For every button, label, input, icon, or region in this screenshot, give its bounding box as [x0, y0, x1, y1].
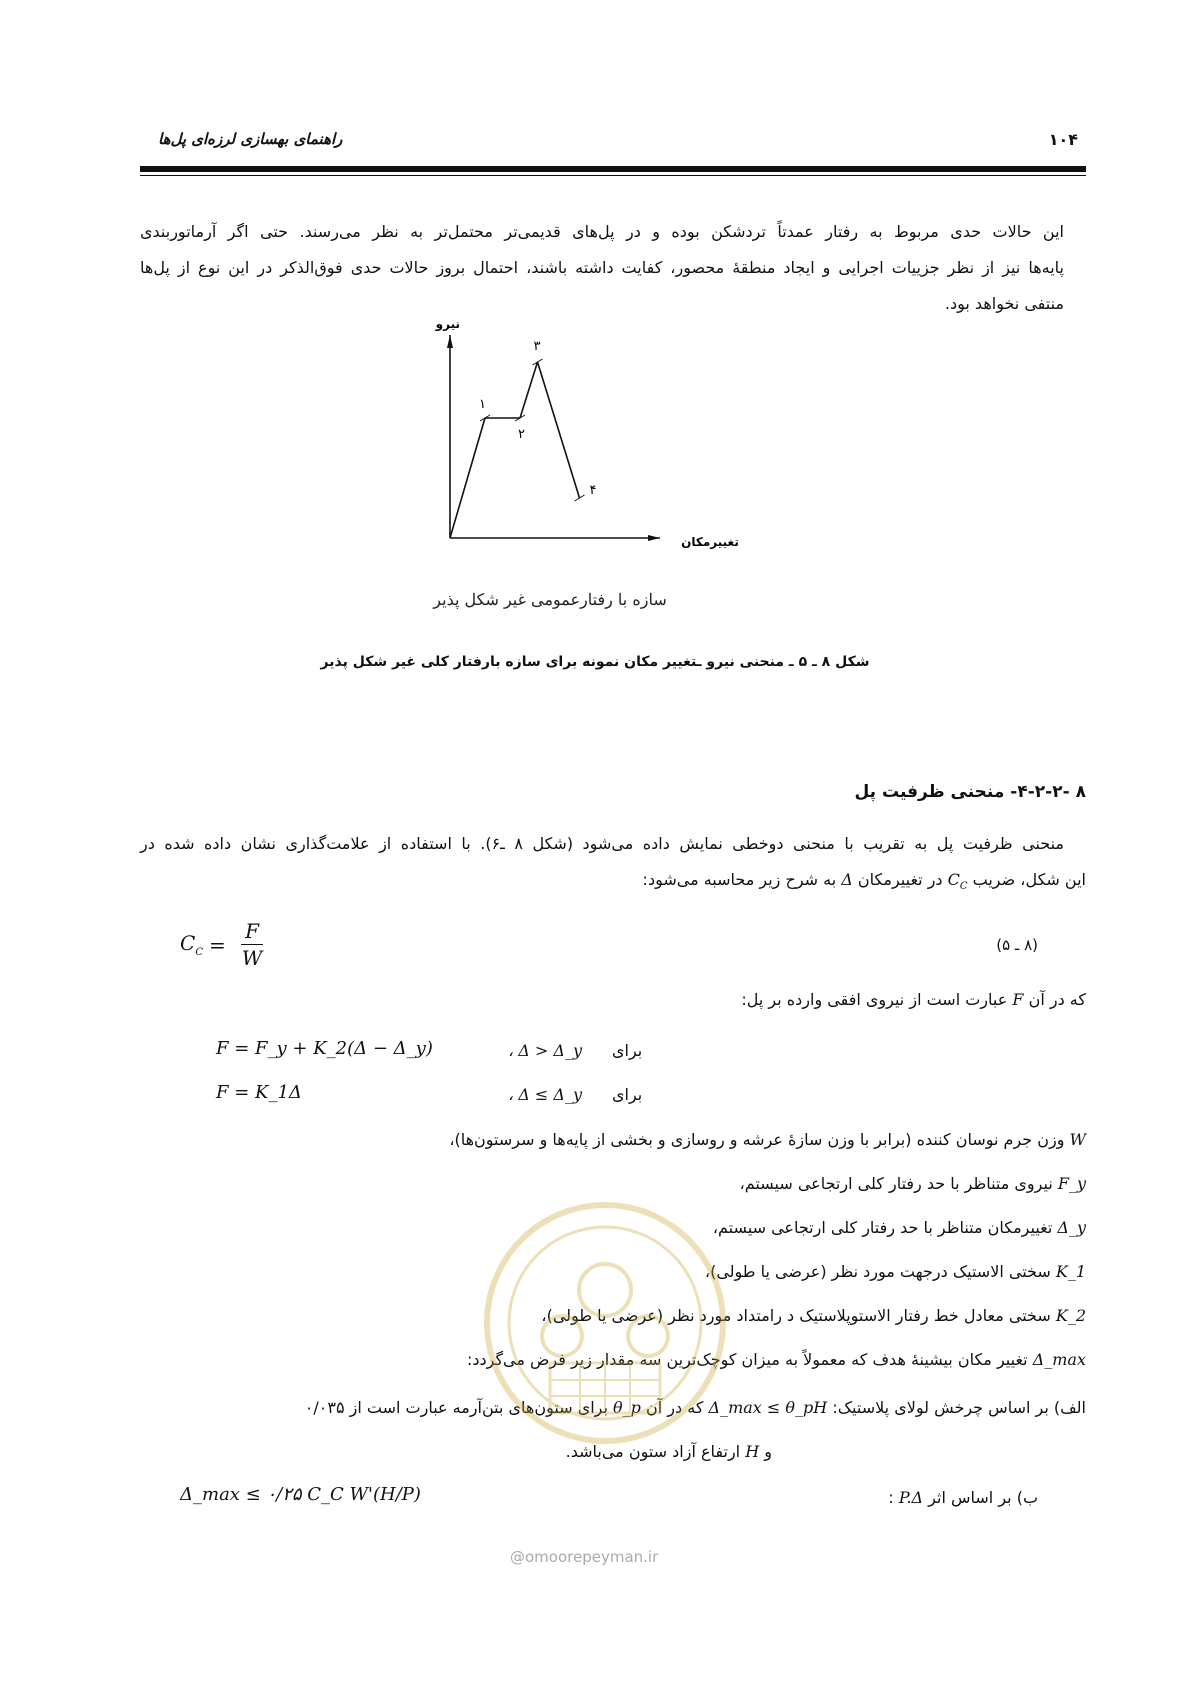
figure-note: سازه با رفتارعمومی غیر شکل پذیر [433, 590, 667, 609]
item-a2-var: H [745, 1442, 760, 1461]
point-label: ۱ [479, 397, 486, 412]
definition-delta-y [713, 1218, 1086, 1237]
definition-symbol: F_y [1057, 1174, 1086, 1193]
f-definition [741, 990, 1086, 1009]
case-2-equation: F = K_1Δ [216, 1082, 302, 1103]
case-2-word: برای [612, 1085, 643, 1104]
point-label: ۳ [533, 339, 541, 354]
definition-text: سختی معادل خط رفتار الاستوپلاستیک د رامتداد مورد نظر (عرضی یا طولی)، [541, 1306, 1051, 1325]
equation-fraction [238, 918, 267, 971]
equation-cc [180, 918, 266, 971]
item-a-theta: θ_p [613, 1398, 641, 1417]
watermark-url: @omoorepeyman.ir [510, 1548, 659, 1566]
curve-segment [450, 418, 485, 538]
cc-symbol [947, 870, 968, 893]
watermark-seal-icon [480, 1198, 730, 1448]
case-2-condition: ، Δ ≤ Δ_y [508, 1085, 582, 1104]
equation-equals: = [208, 932, 226, 957]
item-b [888, 1488, 1038, 1507]
point-label: ۲ [518, 427, 525, 442]
cc-letter: C [947, 870, 960, 889]
item-a-post: برای ستون‌های بتن‌آرمه عبارت است از [349, 1398, 608, 1417]
definition-text: تغییر مکان بیشینهٔ هدف که معمولاً به میزان کوچک‌ترین سه مقدار زیر فرض می‌گردد: [466, 1350, 1028, 1369]
chart-svg [420, 317, 780, 570]
definition-symbol: W [1069, 1130, 1086, 1149]
capacity-line-2 [140, 862, 1086, 905]
capacity-paragraph [140, 826, 1086, 905]
f-def-pre: که در آن [1028, 990, 1086, 1009]
case-1-equation: F = F_y + K_2(Δ − Δ_y) [216, 1038, 433, 1059]
x-axis-arrow-icon [648, 535, 660, 541]
item-a-formula: Δ_max ≤ θ_pH [708, 1398, 828, 1417]
f-def-post: عبارت است از نیروی افقی وارده بر پل: [741, 990, 1008, 1009]
eq-lhs-letter: C [180, 931, 196, 955]
item-a-value: ۰/۰۳۵ [304, 1398, 345, 1417]
x-axis-label: تغییرمکان [681, 535, 739, 549]
intro-line-3: منتفی نخواهد بود. [944, 294, 1064, 313]
header-rule-thin [140, 175, 1086, 176]
definition-text: سختی الاستیک درجهت مورد نظر (عرضی یا طولی)، [704, 1262, 1051, 1281]
y-axis-label: نیرو [435, 317, 460, 331]
definition-fy [740, 1174, 1086, 1193]
item-b-formula: Δ_max ≤ ۰/۲۵ C_C W'(H/P) [180, 1484, 421, 1505]
header-rule-thick [140, 166, 1086, 172]
fraction-numerator: F [241, 918, 263, 945]
point-label: ۴ [589, 483, 597, 498]
capacity-line-2-pre: این شکل، ضریب [972, 870, 1086, 889]
item-b-colon: : [888, 1488, 894, 1507]
equation-number: (۸ ـ ۵) [996, 936, 1038, 954]
item-a2-post: ارتفاع آزاد ستون می‌باشد. [565, 1442, 741, 1461]
item-b-pre: ب) بر اساس اثر [928, 1488, 1038, 1507]
case-1-word: برای [612, 1041, 643, 1060]
definition-symbol: Δ_max [1032, 1350, 1086, 1369]
definition-symbol: Δ_y [1057, 1218, 1086, 1237]
f-def-var: F [1012, 990, 1024, 1009]
item-b-var: P.Δ [898, 1488, 924, 1507]
capacity-line-2-mid: در تغییرمکان [857, 870, 943, 889]
definition-text: وزن جرم نوسان کننده (برابر با وزن سازهٔ عرشه و روسازی و بخشی از پایه‌ها و سرستون‌ها)، [449, 1130, 1065, 1149]
y-axis-arrow-icon [447, 335, 453, 348]
curve-segment [538, 362, 580, 498]
definition-w [449, 1130, 1086, 1149]
definition-symbol: K_2 [1055, 1306, 1086, 1325]
intro-line-1: این حالات حدی مربوط به رفتار عمدتاً تردشکن بوده و در پل‌های قدیمی‌تر محتمل‌تر به نظر می‌رسند. حتی اگر آرماتوربندی [140, 222, 1064, 241]
curve-segment [520, 362, 538, 418]
book-title: راهنمای بهسازی لرزه‌ای پل‌ها [158, 130, 343, 148]
item-a2-pre: و [764, 1442, 772, 1461]
eq-lhs-subscript: C [195, 947, 203, 958]
item-a-pre: الف) بر اساس چرخش لولای پلاستیک: [832, 1398, 1086, 1417]
definition-text: تغییرمکان متناظر با حد رفتار کلی ارتجاعی سیستم، [712, 1218, 1053, 1237]
figure-caption: شکل ۸ ـ ۵ ـ منحنی نیرو ـتغییر مکان نمونه برای سازه بارفتار کلی غیر شکل پذیر [320, 654, 870, 670]
series-layer [450, 339, 597, 538]
definition-text: نیروی متناظر با حد رفتار کلی ارتجاعی سیستم، [739, 1174, 1053, 1193]
definition-symbol: K_1 [1055, 1262, 1086, 1281]
force-displacement-figure [420, 317, 780, 570]
fraction-denominator: W [241, 946, 263, 970]
capacity-line-1: منحنی ظرفیت پل به تقریب با منحنی دوخطی نمایش داده می‌شود (شکل ۸ ـ۶). با استفاده از علامت‌گذاری نشان داده شده در [140, 834, 1064, 853]
running-header [140, 128, 1086, 160]
capacity-line-2-post: به شرح زیر محاسبه می‌شود: [642, 870, 837, 889]
item-a-mid: که در آن [646, 1398, 704, 1417]
case-1-condition: ، Δ > Δ_y [508, 1041, 582, 1060]
intro-paragraph [140, 214, 1086, 322]
delta-symbol: Δ [841, 870, 853, 889]
intro-line-2: پایه‌ها نیز از نظر جزییات اجرایی و ایجاد منطقهٔ محصور، کفایت داشته باشند، احتمال بروز حالات حدی فوق‌الذکر در این نوع از پل‌ها [140, 258, 1064, 277]
page-number: ۱۰۴ [1048, 130, 1078, 149]
definition-k1 [705, 1262, 1086, 1281]
equation-lhs [180, 931, 203, 958]
cc-subscript: C [959, 881, 968, 893]
section-heading: ۸ -۴-۲-۲- منحنی ظرفیت پل [854, 782, 1086, 802]
